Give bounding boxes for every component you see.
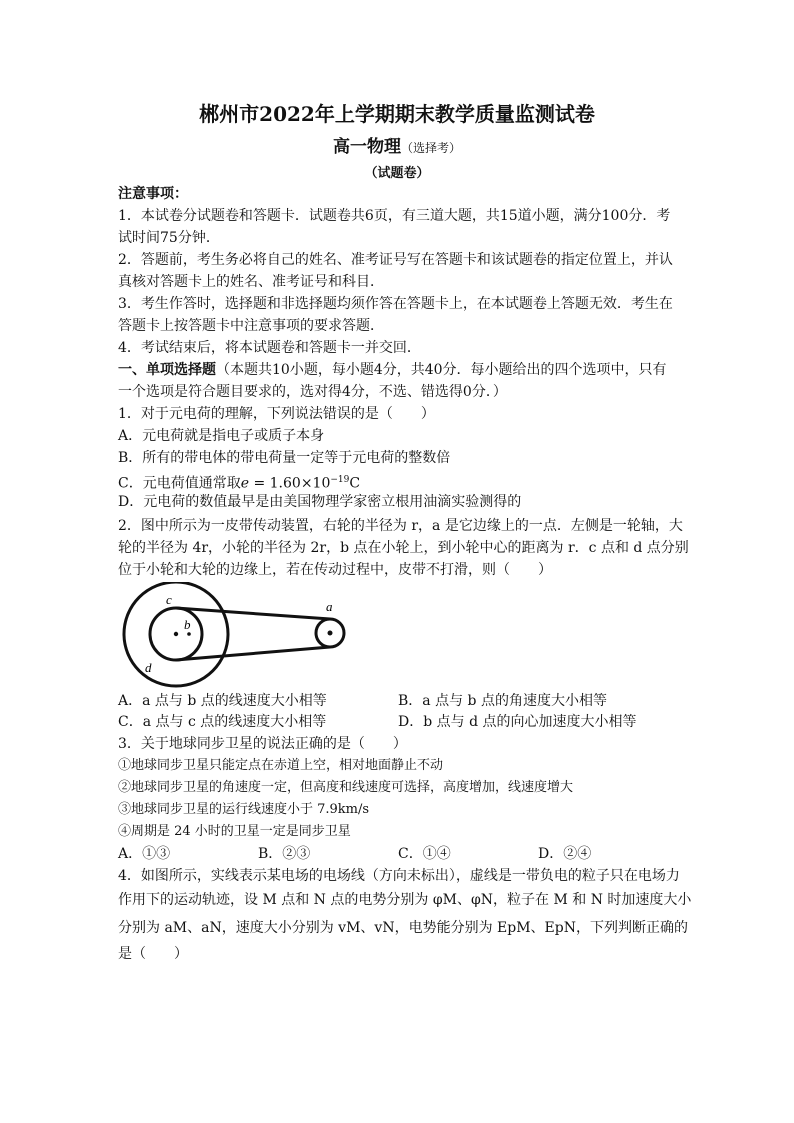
notice-line: 答题卡上按答题卡中注意事项的要求答题． [118, 318, 384, 334]
wheel-axle-center [174, 632, 178, 636]
q2-stem-line: 轮的半径为 4r，小轮的半径为 2r，b 点在小轮上，到小轮中心的距离为 r．c 点和 d 点分别 [118, 540, 689, 556]
q1-option-c-symbol: e [240, 475, 250, 492]
label-b: b [184, 617, 191, 632]
q2-stem-line: 位于小轮和大轮的边缘上，若在传动过程中，皮带不打滑，则（ ） [118, 562, 552, 578]
q4-stem-line: 4．如图所示，实线表示某电场的电场线（方向未标出），虚线是一带负电的粒子只在电场力 [118, 868, 680, 884]
notice-heading: 注意事项： [118, 186, 188, 202]
q1-option-d: D．元电荷的数值最早是由美国物理学家密立根用油滴实验测得的 [118, 494, 522, 510]
q3-statement-1: ①地球同步卫星只能定点在赤道上空，相对地面静止不动 [118, 758, 444, 773]
label-c: c [166, 592, 172, 607]
q3-option-c: C．①④ [398, 846, 451, 862]
subject-title [0, 132, 794, 157]
q4-stem-line: 是（ ） [118, 946, 188, 962]
q1-option-c [118, 470, 678, 494]
q1-option-c-text: C．元电荷值通常取 [118, 475, 241, 492]
q3-stem: 3．关于地球同步卫星的说法正确的是（ ） [118, 736, 407, 752]
notice-line: 4．考试结束后，将本试题卷和答题卡一并交回． [118, 340, 421, 356]
q1-option-b: B．所有的带电体的带电荷量一定等于元电荷的整数倍 [118, 450, 451, 466]
belt-drive-figure [118, 582, 358, 690]
q1-option-a: A．元电荷就是指电子或质子本身 [118, 428, 325, 444]
notice-line: 2．答题前，考生务必将自己的姓名、准考证号写在答题卡和该试题卷的指定位置上，并认 [118, 252, 673, 268]
q3-option-d: D．②④ [538, 846, 592, 862]
subject-note: （选择考） [400, 141, 461, 155]
section1-desc-line2: 一个选项是符合题目要求的，选对得4分，不选、错选得0分．） [118, 384, 507, 400]
q3-option-a: A．①③ [118, 846, 171, 862]
q2-option-c: C．a 点与 c 点的线速度大小相等 [118, 714, 327, 730]
section1-desc: （本题共10小题，每小题4分，共40分．每小题给出的四个选项中，只有 [216, 362, 667, 378]
q2-option-b: B．a 点与 b 点的角速度大小相等 [398, 693, 607, 709]
q1-option-c-exponent: −19 [330, 475, 350, 485]
belt-top [176, 608, 330, 619]
paper-type: （试题卷） [364, 166, 430, 181]
notice-line: 3．考生作答时，选择题和非选择题均须作答在答题卡上，在本试题卷上答题无效．考生在 [118, 296, 673, 312]
q2-option-d: D．b 点与 d 点的向心加速度大小相等 [398, 714, 637, 730]
q1-option-c-unit: C [349, 475, 361, 492]
right-wheel-center [328, 631, 333, 636]
exam-title: 郴州市2022年上学期期末教学质量监测试卷 [199, 102, 595, 126]
section1-intro [118, 360, 678, 380]
belt-bottom [176, 647, 330, 660]
point-b-dot [187, 632, 191, 636]
section1-heading: 一、单项选择题 [118, 362, 216, 378]
notice-line: 试时间75分钟． [118, 230, 220, 246]
q3-statement-2: ②地球同步卫星的角速度一定，但高度和线速度可选择，高度增加，线速度增大 [118, 780, 574, 795]
notice-line: 真核对答题卡上的姓名、准考证号和科目． [118, 274, 384, 290]
q2-stem-line: 2．图中所示为一皮带传动装置，右轮的半径为 r，a 是它边缘上的一点．左侧是一轮轴，大 [118, 518, 683, 534]
q4-stem-line: 作用下的运动轨迹，设 M 点和 N 点的电势分别为 φM、φN，粒子在 M 和 N 时加速度大小 [118, 892, 692, 908]
label-d: d [145, 660, 152, 675]
q1-option-c-value: = 1.60×10 [249, 475, 331, 492]
q1-stem: 1．对于元电荷的理解，下列说法错误的是（ ） [118, 406, 435, 422]
notice-line: 1．本试卷分试题卷和答题卡．试题卷共6页，有三道大题，共15道小题，满分100分．考 [118, 208, 671, 224]
subject-name: 高一物理 [332, 137, 401, 157]
q3-statement-3: ③地球同步卫星的运行线速度小于 7.9km/s [118, 802, 370, 817]
q3-option-b: B．②③ [258, 846, 311, 862]
q4-stem-line: 分别为 aM、aN，速度大小分别为 vM、vN，电势能分别为 EpM、EpN，下列判断正确的 [118, 920, 688, 936]
q2-option-a: A．a 点与 b 点的线速度大小相等 [118, 693, 327, 709]
label-a: a [326, 599, 333, 614]
q3-statement-4: ④周期是 24 小时的卫星一定是同步卫星 [118, 824, 351, 839]
